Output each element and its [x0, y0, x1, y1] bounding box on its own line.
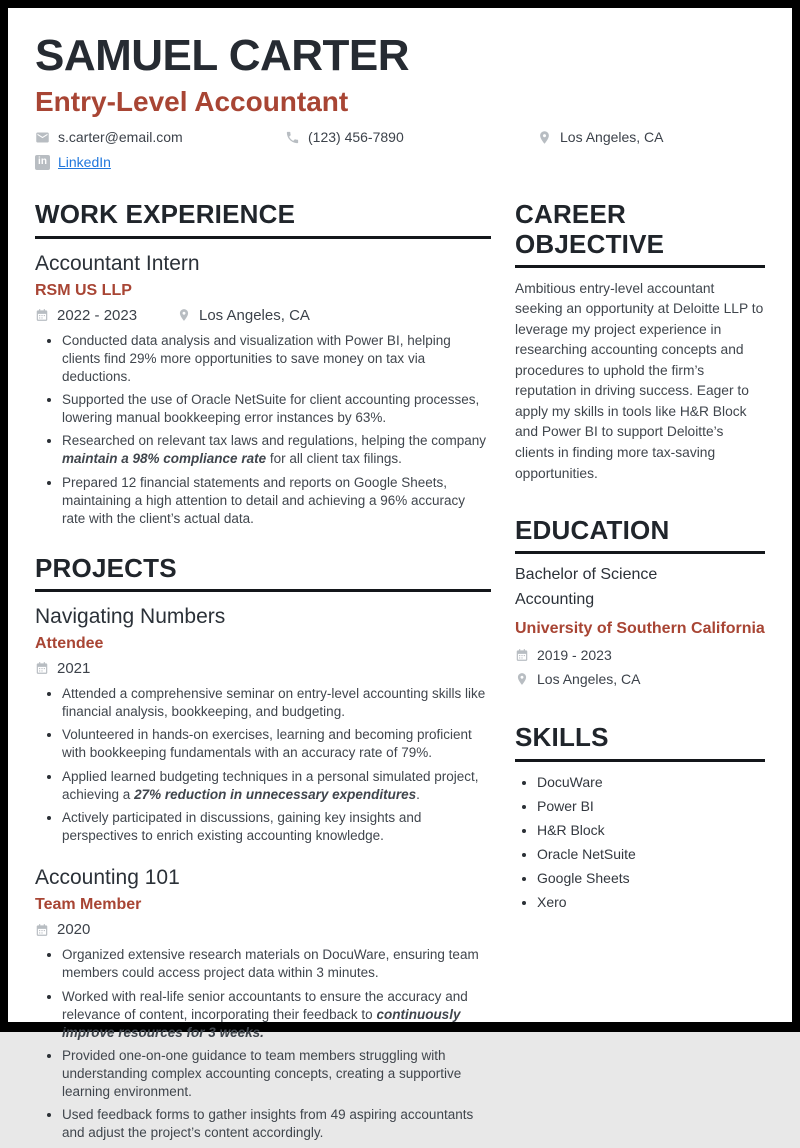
section-divider	[515, 265, 765, 268]
work-experience-heading: WORK EXPERIENCE	[35, 199, 296, 230]
project-entry	[35, 605, 491, 845]
calendar-icon	[35, 661, 49, 675]
section-divider	[35, 236, 491, 239]
calendar-icon	[35, 308, 49, 322]
education-location-text: Los Angeles, CA	[537, 671, 641, 688]
work-bullet-list	[35, 332, 491, 528]
section-education	[515, 516, 765, 687]
education-field: Accounting	[515, 591, 595, 609]
bullet-item	[62, 726, 491, 762]
map-pin-icon	[537, 130, 552, 145]
work-entry-location-text: Los Angeles, CA	[199, 306, 310, 324]
job-title: Entry-Level Accountant	[35, 86, 349, 117]
work-entry-company: RSM US LLP	[35, 281, 132, 299]
linkedin-link[interactable]: LinkedIn	[58, 154, 111, 171]
bullet-item	[62, 1047, 491, 1101]
education-dates-text: 2019 - 2023	[537, 647, 612, 664]
section-skills	[515, 723, 765, 911]
bullet-item	[62, 988, 491, 1042]
work-entry	[35, 252, 491, 528]
education-dates	[515, 647, 765, 663]
project-bullet-list	[35, 946, 491, 1142]
bullet-item	[62, 474, 491, 528]
skills-list	[515, 773, 765, 912]
section-career-objective	[515, 200, 765, 484]
contact-email-text: s.carter@email.com	[58, 129, 183, 146]
section-divider	[35, 589, 491, 592]
bullet-emphasis: maintain a 98% compliance rate	[62, 451, 267, 467]
resume-header	[35, 31, 765, 171]
bullet-item	[62, 946, 491, 982]
career-objective-heading: CAREER OBJECTIVE	[515, 199, 665, 259]
education-location	[515, 671, 765, 687]
project-title: Accounting 101	[35, 866, 180, 890]
section-work-experience	[35, 200, 491, 527]
project-role: Team Member	[35, 896, 142, 914]
bullet-item	[62, 391, 491, 427]
bullet-text: Applied learned budgeting techniques in a personal simulated project, achieving a	[62, 768, 479, 802]
email-icon	[35, 130, 50, 145]
contact-location	[537, 129, 664, 145]
contact-location-text: Los Angeles, CA	[560, 129, 664, 146]
skill-item: • Power BI	[537, 797, 765, 816]
work-entry-dates-text: 2022 - 2023	[57, 306, 138, 324]
contact-phone-text: (123) 456-7890	[308, 129, 404, 146]
project-title: Navigating Numbers	[35, 604, 226, 628]
bullet-text: Worked with real-life senior accountants to ensure the accuracy and relevance of content, incorporating their feedback to	[62, 988, 468, 1022]
contact-row	[35, 129, 765, 145]
project-meta	[35, 921, 491, 938]
bullet-text: Used feedback forms to gather insights from 49 aspiring accountants and adjust the project’s content accordingly.	[62, 1107, 474, 1141]
left-column	[35, 200, 491, 1147]
calendar-icon	[515, 648, 529, 662]
bullet-item	[62, 685, 491, 721]
section-projects	[35, 554, 491, 1143]
bullet-item	[62, 1106, 491, 1142]
bullet-emphasis: continuously improve resources for 3 weeks.	[62, 1006, 461, 1040]
resume-body	[35, 200, 765, 1147]
project-role: Attendee	[35, 634, 104, 652]
bullet-item	[62, 432, 491, 468]
contact-phone	[285, 129, 537, 145]
bullet-item	[62, 332, 491, 386]
section-divider	[515, 759, 765, 762]
skill-item: • Google Sheets	[537, 869, 765, 888]
project-entry	[35, 866, 491, 1142]
bullet-item	[62, 768, 491, 804]
right-column	[515, 200, 765, 1147]
bullet-emphasis: 27% reduction in unnecessary expenditures	[134, 786, 417, 802]
work-entry-location	[177, 307, 310, 324]
work-entry-meta	[35, 307, 491, 324]
map-pin-icon	[515, 672, 529, 686]
skills-heading: SKILLS	[515, 722, 609, 753]
project-dates	[35, 921, 90, 938]
project-bullet-list	[35, 685, 491, 845]
bullet-text: Volunteered in hands-on exercises, learning and becoming proficient with bookkeeping fundamentals with an accuracy rate of 79%.	[62, 727, 472, 761]
project-meta	[35, 660, 491, 677]
calendar-icon	[35, 923, 49, 937]
bullet-text: Attended a comprehensive seminar on entry-level accounting skills like financial analysis, bookkeeping, and budgeting.	[62, 685, 486, 719]
person-name: SAMUEL CARTER	[35, 31, 410, 80]
projects-heading: PROJECTS	[35, 552, 177, 583]
education-degree: Bachelor of Science	[515, 566, 658, 584]
career-objective-text: Ambitious entry-level accountant seeking an opportunity at Deloitte LLP to leverage my project experience in researching accounting concepts and procedures to uphold the firm’s reputation in driving success. Eager to apply my skills in tools like H&R Block and Power BI to support Deloitte’s clients in finding more tax-saving opportunities.	[515, 280, 764, 481]
contact-email	[35, 129, 285, 145]
project-dates-text: 2020	[57, 921, 91, 939]
contact-linkedin	[35, 154, 111, 170]
project-dates	[35, 660, 90, 677]
education-school: University of Southern California	[515, 620, 765, 638]
bullet-text: Conducted data analysis and visualization with Power BI, helping clients find 29% more opportunities to save money on tax via deductions.	[62, 332, 451, 384]
section-divider	[515, 551, 765, 554]
work-entry-dates	[35, 307, 177, 324]
bullet-text: Supported the use of Oracle NetSuite for client accounting processes, lowering manual bookkeeping error instances by 63%.	[62, 392, 480, 425]
bullet-text: Provided one-on-one guidance to team members struggling with understanding complex accounting concepts, creating a supportive learning environment.	[62, 1047, 462, 1099]
contact-row-linkedin	[35, 154, 765, 170]
project-dates-text: 2021	[57, 659, 91, 677]
linkedin-icon: in	[35, 155, 50, 170]
phone-icon	[285, 130, 300, 145]
bullet-text: .	[416, 786, 420, 802]
education-heading: EDUCATION	[515, 515, 670, 546]
resume-page	[8, 8, 792, 1141]
bullet-text: Actively participated in discussions, gaining key insights and perspectives to enrich existing accounting knowledge.	[62, 810, 422, 844]
skill-item: • Xero	[537, 893, 765, 912]
work-entry-title: Accountant Intern	[35, 251, 200, 275]
bullet-text: Organized extensive research materials on DocuWare, ensuring team members could access project data within 3 minutes.	[62, 947, 479, 981]
bullet-text: Prepared 12 financial statements and reports on Google Sheets, maintaining a high attention to detail and achieving a 96% accuracy rate with the client’s actual data.	[62, 474, 466, 526]
skill-item: • H&R Block	[537, 821, 765, 840]
skill-item: • Oracle NetSuite	[537, 845, 765, 864]
skill-item: • DocuWare	[537, 773, 765, 792]
bullet-text: for all client tax filings.	[266, 451, 402, 467]
map-pin-icon	[177, 308, 191, 322]
bullet-text: Researched on relevant tax laws and regulations, helping the company	[62, 433, 487, 449]
bullet-item	[62, 809, 491, 845]
